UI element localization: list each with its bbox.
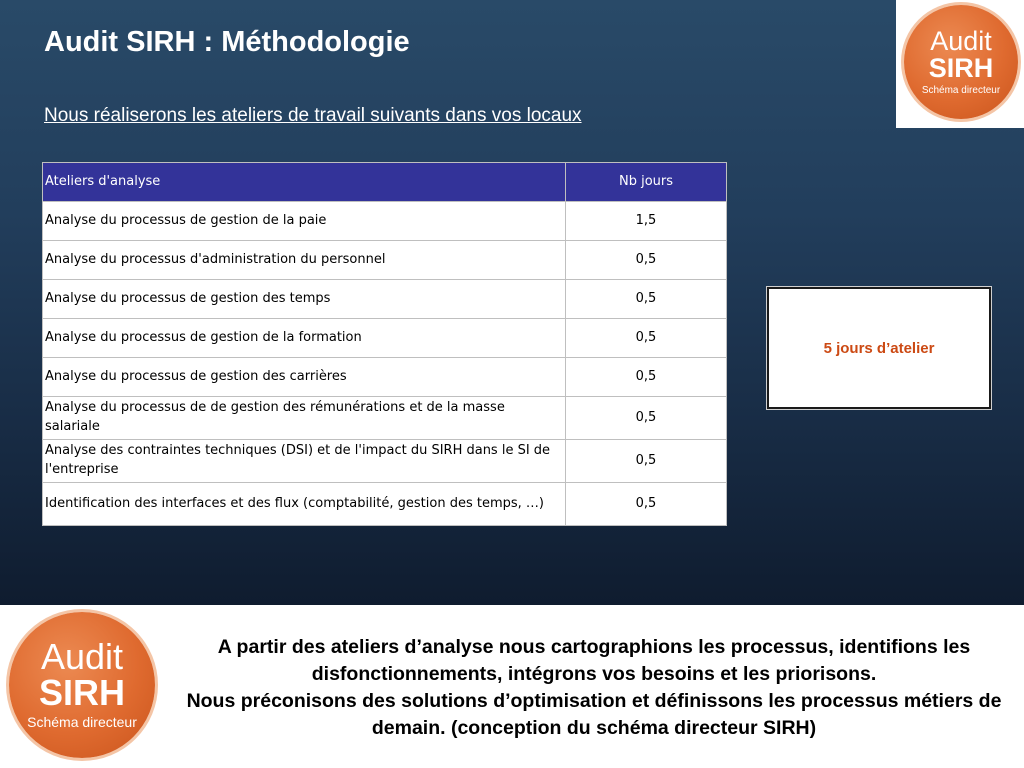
workshop-days-cell: 0,5 [566,280,727,319]
column-header-days: Nb jours [566,163,727,202]
workshop-days-cell: 0,5 [566,483,727,526]
page-title: Audit SIRH : Méthodologie [44,26,410,58]
logo-line-sirh: SIRH [928,53,994,83]
table-row [43,483,727,526]
table-row [43,241,727,280]
logo-line-tagline: Schéma directeur [27,714,137,731]
workshop-days-cell: 0,5 [566,397,727,440]
table-row [43,440,727,483]
table-row [43,280,727,319]
workshop-days-cell: 0,5 [566,241,727,280]
workshop-days-cell: 0,5 [566,319,727,358]
conclusion-paragraph-1: A partir des ateliers d’analyse nous cartographions les processus, identifions les disfonctionnements, intégrons vos besoins et les priorisons. [217,636,971,685]
conclusion-paragraph-2: Nous préconisons des solutions d’optimisation et définissons les processus métiers de demain. (conception du schéma directeur SIRH) [186,690,1002,739]
workshop-name-cell: Identification des interfaces et des flux (comptabilité, gestion des temps, …) [43,483,566,526]
workshop-days-cell: 0,5 [566,358,727,397]
workshop-name-cell: Analyse du processus de gestion de la formation [43,319,566,358]
table-row [43,397,727,440]
logo-line-sirh: SIRH [38,672,125,714]
workshop-name-cell: Analyse du processus de gestion de la paie [43,202,566,241]
page-subtitle: Nous réaliserons les ateliers de travail suivants dans vos locaux [44,105,582,126]
logo-line-audit: Audit [40,636,124,678]
total-days-callout [767,287,991,409]
workshop-name-cell: Analyse des contraintes techniques (DSI) et de l'impact du SIRH dans le SI de l'entreprise [43,440,566,483]
audit-sirh-logo-bottom [9,612,155,758]
workshop-days-cell: 0,5 [566,440,727,483]
workshops-table [42,162,727,526]
workshop-name-cell: Analyse du processus de de gestion des rémunérations et de la masse salariale [43,397,566,440]
workshop-name-cell: Analyse du processus d'administration du personnel [43,241,566,280]
table-row [43,202,727,241]
table-header-row [43,163,727,202]
logo-line-audit: Audit [930,26,992,56]
logo-line-tagline: Schéma directeur [921,85,1001,96]
column-header-workshop: Ateliers d'analyse [43,163,566,202]
table-row [43,319,727,358]
total-days-text: 5 jours d’atelier [823,339,935,357]
conclusion-text [168,634,1020,742]
table-row [43,358,727,397]
workshop-name-cell: Analyse du processus de gestion des carrières [43,358,566,397]
audit-sirh-logo-top [904,5,1018,119]
workshop-days-cell: 1,5 [566,202,727,241]
workshop-name-cell: Analyse du processus de gestion des temps [43,280,566,319]
